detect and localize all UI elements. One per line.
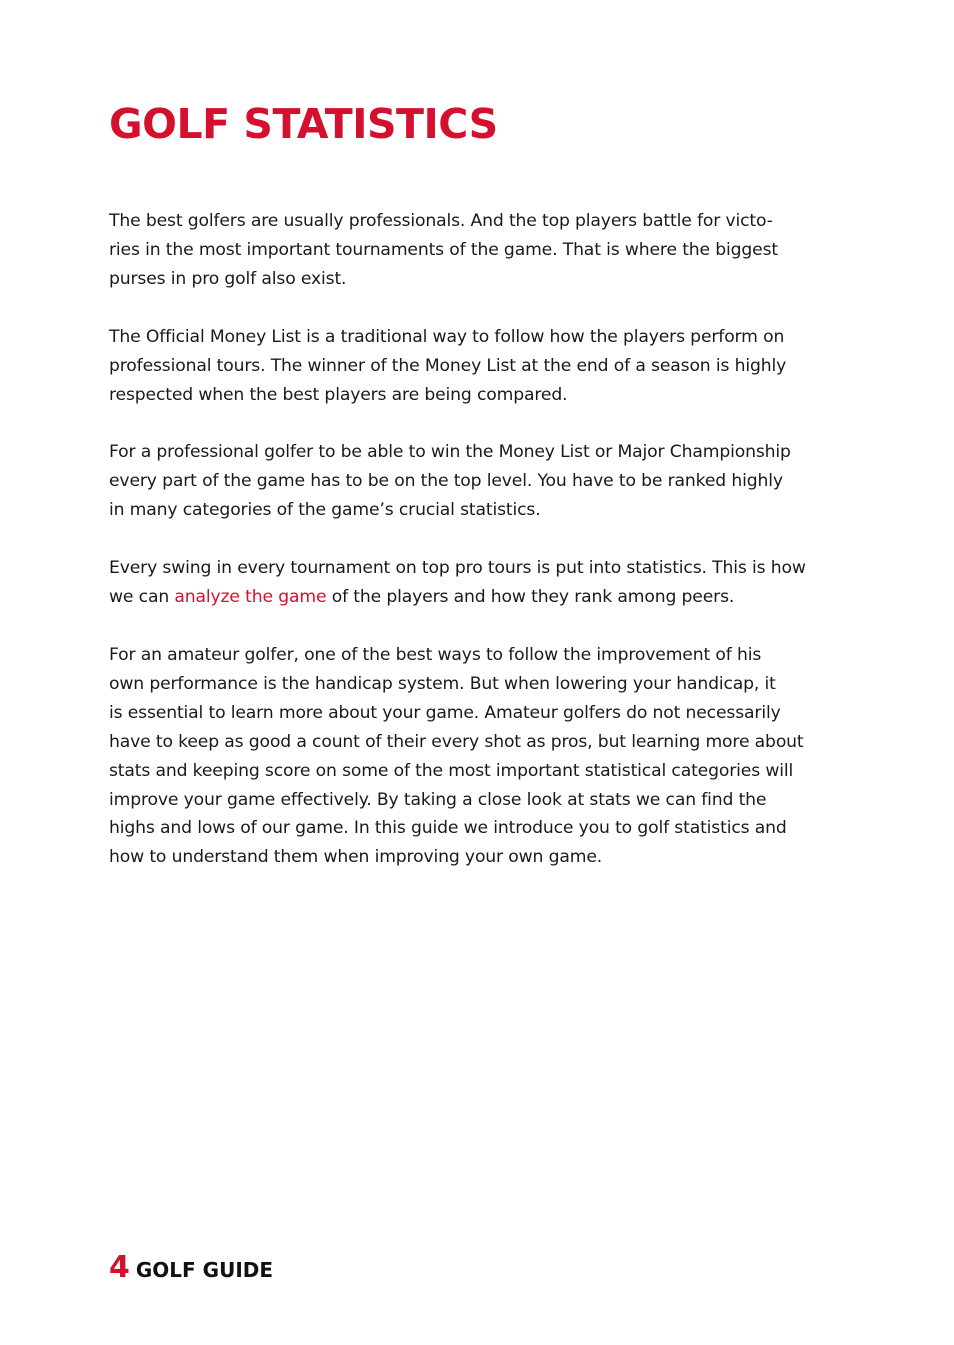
text-line: ries in the most important tournaments of the game. That is where the biggest <box>109 239 778 260</box>
text-line: have to keep as good a count of their every shot as pros, but learning more about <box>109 731 804 752</box>
page-footer <box>109 1248 273 1290</box>
body-text <box>109 207 845 901</box>
text-line <box>109 583 845 612</box>
text-line: professional tours. The winner of the Money List at the end of a season is highly <box>109 355 787 376</box>
text-line: how to understand them when improving your own game. <box>109 847 603 868</box>
paragraph-intro <box>109 207 845 294</box>
text-segment: we can <box>109 587 175 608</box>
text-segment: of the players and how they rank among peers. <box>326 587 735 608</box>
footer-label: GOLF GUIDE <box>135 1258 274 1282</box>
text-line: respected when the best players are being compared. <box>109 384 568 405</box>
text-line: The best golfers are usually professionals. And the top players battle for victo- <box>109 211 773 231</box>
text-line: is essential to learn more about your game. Amateur golfers do not necessarily <box>109 702 781 723</box>
text-line: highs and lows of our game. In this guide we introduce you to golf statistics and <box>109 818 787 839</box>
page-title: GOLF STATISTICS <box>109 100 498 148</box>
page-number: 4 <box>109 1250 130 1285</box>
text-line: in many categories of the game’s crucial statistics. <box>109 500 541 521</box>
paragraph-statistics <box>109 554 845 612</box>
text-line: purses in pro golf also exist. <box>109 268 347 289</box>
text-line: For a professional golfer to be able to win the Money List or Major Championship <box>109 442 791 463</box>
text-line: Every swing in every tournament on top pro tours is put into statistics. This is how <box>109 558 806 579</box>
paragraph-amateur <box>109 641 845 872</box>
paragraph-professional <box>109 438 845 525</box>
text-line: improve your game effectively. By taking a close look at stats we can find the <box>109 789 767 810</box>
text-line: For an amateur golfer, one of the best ways to follow the improvement of his <box>109 644 762 665</box>
paragraph-money-list <box>109 323 845 410</box>
text-line: The Official Money List is a traditional way to follow how the players perform on <box>109 326 785 347</box>
text-line: every part of the game has to be on the top level. You have to be ranked highly <box>109 471 783 492</box>
text-line: own performance is the handicap system. But when lowering your handicap, it <box>109 673 776 694</box>
text-line: stats and keeping score on some of the most important statistical categories will <box>109 760 794 781</box>
analyze-the-game-link[interactable]: analyze the game <box>174 587 327 608</box>
